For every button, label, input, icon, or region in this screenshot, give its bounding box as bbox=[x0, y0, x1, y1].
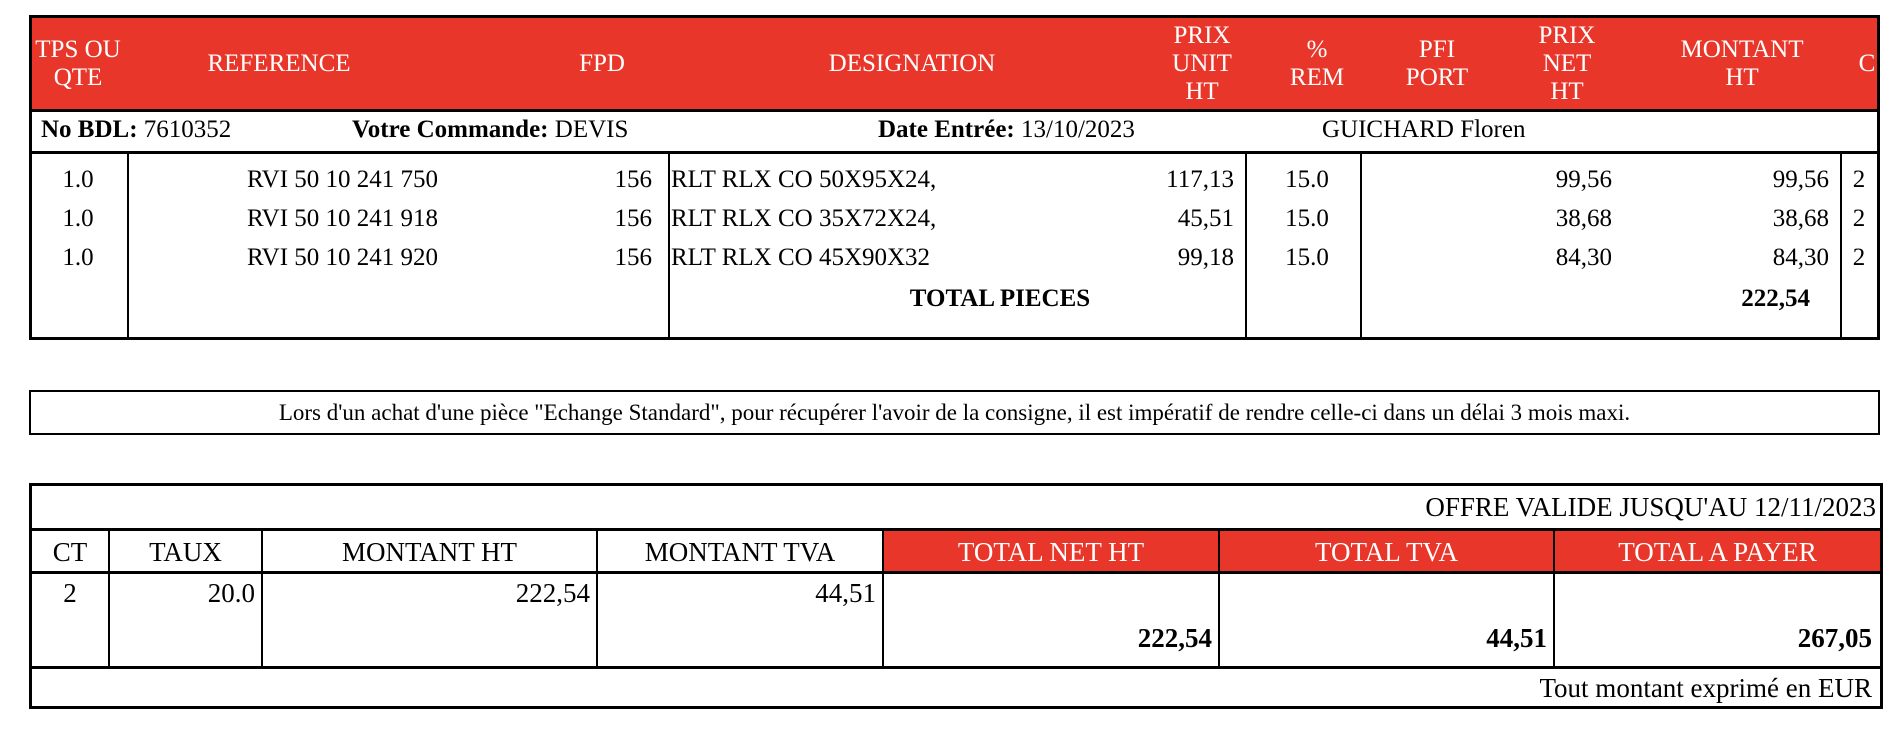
montant-cell: 84,30 bbox=[1772, 244, 1829, 271]
reference-cell: RVI 50 10 241 920 bbox=[247, 244, 439, 271]
c-cell: 2 bbox=[1852, 244, 1866, 271]
th-total-a-payer: TOTAL A PAYER bbox=[1555, 531, 1880, 574]
total-net-ht-value: 222,54 bbox=[1137, 623, 1212, 653]
items-header bbox=[32, 18, 1877, 112]
montant-cell: 38,68 bbox=[1772, 205, 1829, 232]
col-header-c: C bbox=[1858, 49, 1876, 77]
date-info: Date Entrée: 13/10/2023 bbox=[878, 116, 1135, 143]
c-cell: 2 bbox=[1852, 205, 1866, 232]
total-pieces-label: TOTAL PIECES bbox=[909, 285, 1091, 312]
th-total-tva: TOTAL TVA bbox=[1220, 531, 1555, 574]
prix-unit-cell: 117,13 bbox=[1166, 166, 1234, 193]
montant-tva-value: 44,51 bbox=[815, 578, 876, 608]
col-header-qte: TPS OU QTE bbox=[35, 35, 121, 91]
col-header-pfi-port: PFI PORT bbox=[1405, 35, 1469, 91]
exchange-notice bbox=[29, 390, 1880, 435]
table-row bbox=[32, 160, 1877, 200]
fpd-cell: 156 bbox=[614, 205, 652, 232]
fpd-cell: 156 bbox=[614, 166, 652, 193]
prix-unit-cell: 45,51 bbox=[1177, 205, 1234, 232]
prix-net-cell: 38,68 bbox=[1555, 205, 1612, 232]
prix-net-cell: 99,56 bbox=[1555, 166, 1612, 193]
total-pieces-value: 222,54 bbox=[1741, 285, 1810, 312]
rem-cell: 15.0 bbox=[1285, 205, 1329, 232]
montant-ht-value: 222,54 bbox=[515, 578, 590, 608]
col-header-montant: MONTANT HT bbox=[1680, 35, 1804, 91]
col-header-prix-unit: PRIX UNIT HT bbox=[1172, 21, 1232, 105]
total-tva-value: 44,51 bbox=[1486, 623, 1547, 653]
totals-table bbox=[29, 483, 1883, 709]
th-ct: CT bbox=[32, 531, 110, 574]
col-header-reference: REFERENCE bbox=[207, 49, 351, 77]
rem-cell: 15.0 bbox=[1285, 166, 1329, 193]
c-cell: 2 bbox=[1852, 166, 1866, 193]
prix-unit-cell: 99,18 bbox=[1177, 244, 1234, 271]
order-info-row bbox=[32, 109, 1877, 154]
fpd-cell: 156 bbox=[614, 244, 652, 271]
col-header-rem: % REM bbox=[1289, 35, 1345, 91]
designation-cell: RLT RLX CO 45X90X32 bbox=[671, 244, 931, 271]
designation-cell: RLT RLX CO 50X95X24, bbox=[671, 166, 937, 193]
offer-validity: OFFRE VALIDE JUSQU'AU 12/11/2023 bbox=[32, 486, 1880, 531]
qte-cell: 1.0 bbox=[62, 205, 94, 232]
table-row bbox=[32, 238, 1877, 278]
total-a-payer-value: 267,05 bbox=[1797, 623, 1872, 653]
qte-cell: 1.0 bbox=[62, 244, 94, 271]
col-header-fpd: FPD bbox=[579, 49, 625, 77]
montant-cell: 99,56 bbox=[1772, 166, 1829, 193]
col-header-designation: DESIGNATION bbox=[828, 49, 996, 77]
qte-cell: 1.0 bbox=[62, 166, 94, 193]
taux-value: 20.0 bbox=[207, 578, 255, 608]
th-montant-tva: MONTANT TVA bbox=[598, 531, 884, 574]
reference-cell: RVI 50 10 241 750 bbox=[247, 166, 439, 193]
reference-cell: RVI 50 10 241 918 bbox=[247, 205, 439, 232]
bdl-info: No BDL: 7610352 bbox=[41, 116, 232, 143]
designation-cell: RLT RLX CO 35X72X24, bbox=[671, 205, 937, 232]
table-row bbox=[32, 199, 1877, 239]
client-name: GUICHARD Floren bbox=[1322, 116, 1526, 143]
th-total-net-ht: TOTAL NET HT bbox=[884, 531, 1220, 574]
th-montant-ht: MONTANT HT bbox=[263, 531, 598, 574]
th-taux: TAUX bbox=[110, 531, 263, 574]
notice-text: Lors d'un achat d'une pièce "Echange Standard", pour récupérer l'avoir de la consigne, il est impératif de rendre celle-ci dans un délai 3 mois maxi. bbox=[278, 399, 1631, 425]
currency-note: Tout montant exprimé en EUR bbox=[32, 666, 1880, 706]
commande-info: Votre Commande: DEVIS bbox=[352, 116, 629, 143]
rem-cell: 15.0 bbox=[1285, 244, 1329, 271]
col-header-prix-net: PRIX NET HT bbox=[1538, 21, 1596, 105]
ct-value: 2 bbox=[63, 578, 77, 608]
prix-net-cell: 84,30 bbox=[1555, 244, 1612, 271]
